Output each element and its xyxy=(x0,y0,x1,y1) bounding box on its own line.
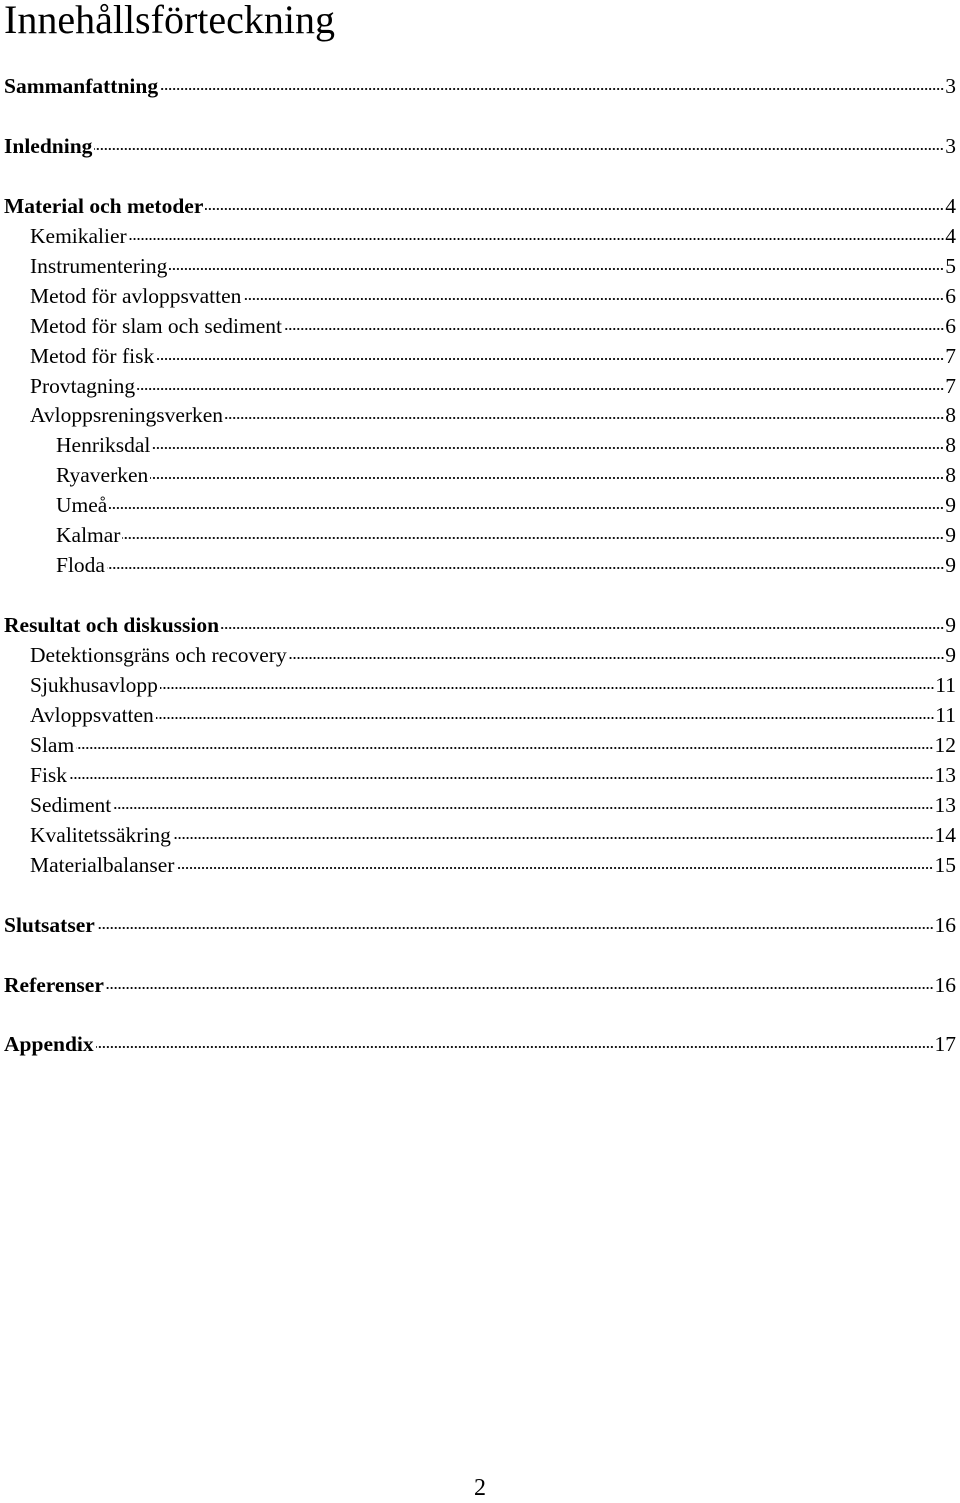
toc-entry-label: Avloppsreningsverken xyxy=(30,403,224,427)
toc-entry-page: 9 xyxy=(945,643,956,667)
toc-entry[interactable] xyxy=(30,281,956,311)
toc-entry[interactable] xyxy=(30,700,956,730)
toc-entry[interactable] xyxy=(30,640,956,670)
toc-entry[interactable] xyxy=(30,730,956,760)
toc-entry[interactable] xyxy=(4,610,956,640)
toc-entry-label: Provtagning xyxy=(30,374,136,398)
toc-entry[interactable] xyxy=(30,820,956,850)
toc-entry-page: 16 xyxy=(934,913,956,937)
toc-entry-label: Instrumentering xyxy=(30,254,168,278)
toc-entry-page: 7 xyxy=(945,374,956,398)
toc-entry-page: 11 xyxy=(935,703,956,727)
toc-entry[interactable] xyxy=(4,1029,956,1059)
dot-leader xyxy=(156,716,934,720)
toc-entry-label: Materialbalanser xyxy=(30,853,175,877)
page-title: Innehållsförteckning xyxy=(4,0,335,42)
toc-entry-page: 14 xyxy=(934,823,956,847)
dot-leader xyxy=(69,776,933,780)
toc-entry-label: Metod för fisk xyxy=(30,344,155,368)
toc-entry[interactable] xyxy=(4,970,956,1000)
toc-entry[interactable] xyxy=(30,311,956,341)
dot-leader xyxy=(94,147,944,151)
toc-entry-label: Henriksdal xyxy=(56,433,151,457)
toc-entry[interactable] xyxy=(56,520,956,550)
dot-leader xyxy=(76,746,933,750)
toc-entry-label: Kemikalier xyxy=(30,224,127,248)
toc-entry-label: Slam xyxy=(30,733,75,757)
toc-entry-page: 9 xyxy=(945,493,956,517)
dot-leader xyxy=(169,267,944,271)
dot-leader xyxy=(284,327,944,331)
toc-entry-label: Floda xyxy=(56,553,105,577)
toc-entry[interactable] xyxy=(4,131,956,161)
toc-entry[interactable] xyxy=(30,790,956,820)
toc-entry-page: 4 xyxy=(945,194,956,218)
toc-entry[interactable] xyxy=(30,760,956,790)
toc-entry[interactable] xyxy=(30,400,956,430)
toc-entry-label: Metod för avloppsvatten xyxy=(30,284,242,308)
toc-entry[interactable] xyxy=(56,550,956,580)
toc-entry-label: Referenser xyxy=(4,973,104,997)
toc-entry[interactable] xyxy=(56,490,956,520)
dot-leader xyxy=(205,207,944,211)
toc-entry-page: 12 xyxy=(934,733,956,757)
toc-entry-page: 6 xyxy=(945,314,956,338)
toc-entry-page: 15 xyxy=(934,853,956,877)
dot-leader xyxy=(225,416,944,420)
toc-entry-label: Sammanfattning xyxy=(4,74,159,98)
toc-entry-page: 3 xyxy=(945,74,956,98)
toc-entry-page: 11 xyxy=(935,673,956,697)
toc-entry-label: Appendix xyxy=(4,1032,94,1056)
toc-entry[interactable] xyxy=(4,71,956,101)
toc-entry[interactable] xyxy=(56,430,956,460)
toc-entry-page: 5 xyxy=(945,254,956,278)
dot-leader xyxy=(243,297,944,301)
dot-leader xyxy=(173,836,934,840)
toc-entry-page: 9 xyxy=(945,613,956,637)
toc-entry-page: 13 xyxy=(934,763,956,787)
toc-entry-label: Kalmar xyxy=(56,523,121,547)
dot-leader xyxy=(289,656,945,660)
toc-entry[interactable] xyxy=(30,670,956,700)
toc-entry-label: Fisk xyxy=(30,763,68,787)
dot-leader xyxy=(96,1045,934,1049)
toc-entry-label: Detektionsgräns och recovery xyxy=(30,643,287,667)
toc-entry[interactable] xyxy=(30,251,956,281)
toc-entry-page: 7 xyxy=(945,344,956,368)
toc-entry-page: 8 xyxy=(945,433,956,457)
dot-leader xyxy=(97,926,934,930)
dot-leader xyxy=(106,986,934,990)
toc-entry-label: Avloppsvatten xyxy=(30,703,154,727)
toc-entry-label: Umeå xyxy=(56,493,108,517)
toc-entry-label: Inledning xyxy=(4,134,93,158)
dot-leader xyxy=(221,626,944,630)
toc-entry-page: 8 xyxy=(945,463,956,487)
dot-leader xyxy=(122,536,944,540)
toc-entry-page: 13 xyxy=(934,793,956,817)
dot-leader xyxy=(113,806,933,810)
toc-entry-page: 9 xyxy=(945,523,956,547)
toc-entry[interactable] xyxy=(30,341,956,371)
dot-leader xyxy=(176,866,933,870)
dot-leader xyxy=(109,506,944,510)
toc-entry-page: 16 xyxy=(934,973,956,997)
toc-entry[interactable] xyxy=(30,371,956,401)
dot-leader xyxy=(160,87,944,91)
dot-leader xyxy=(107,566,944,570)
toc-entry-page: 9 xyxy=(945,553,956,577)
dot-leader xyxy=(129,237,945,241)
toc-entry-label: Slutsatser xyxy=(4,913,95,937)
toc-entry-page: 8 xyxy=(945,403,956,427)
toc-entry-page: 4 xyxy=(945,224,956,248)
toc-entry-label: Sjukhusavlopp xyxy=(30,673,158,697)
page-number: 2 xyxy=(474,1475,486,1501)
toc-entry-label: Kvalitetssäkring xyxy=(30,823,171,847)
dot-leader xyxy=(150,476,944,480)
toc-entry-label: Sediment xyxy=(30,793,112,817)
toc-entry[interactable] xyxy=(4,910,956,940)
toc-entry[interactable] xyxy=(30,221,956,251)
toc-entry-page: 3 xyxy=(945,134,956,158)
toc-entry[interactable] xyxy=(4,191,956,221)
toc-entry-label: Metod för slam och sediment xyxy=(30,314,282,338)
dot-leader xyxy=(156,357,944,361)
toc-entry-label: Resultat och diskussion xyxy=(4,613,220,637)
dot-leader xyxy=(137,387,944,391)
toc-entry[interactable] xyxy=(56,460,956,490)
dot-leader xyxy=(160,686,934,690)
toc-entry[interactable] xyxy=(30,850,956,880)
toc-entry-page: 17 xyxy=(934,1032,956,1056)
toc-entry-label: Ryaverken xyxy=(56,463,149,487)
toc-entry-label: Material och metoder xyxy=(4,194,204,218)
dot-leader xyxy=(152,446,944,450)
toc-entry-page: 6 xyxy=(945,284,956,308)
